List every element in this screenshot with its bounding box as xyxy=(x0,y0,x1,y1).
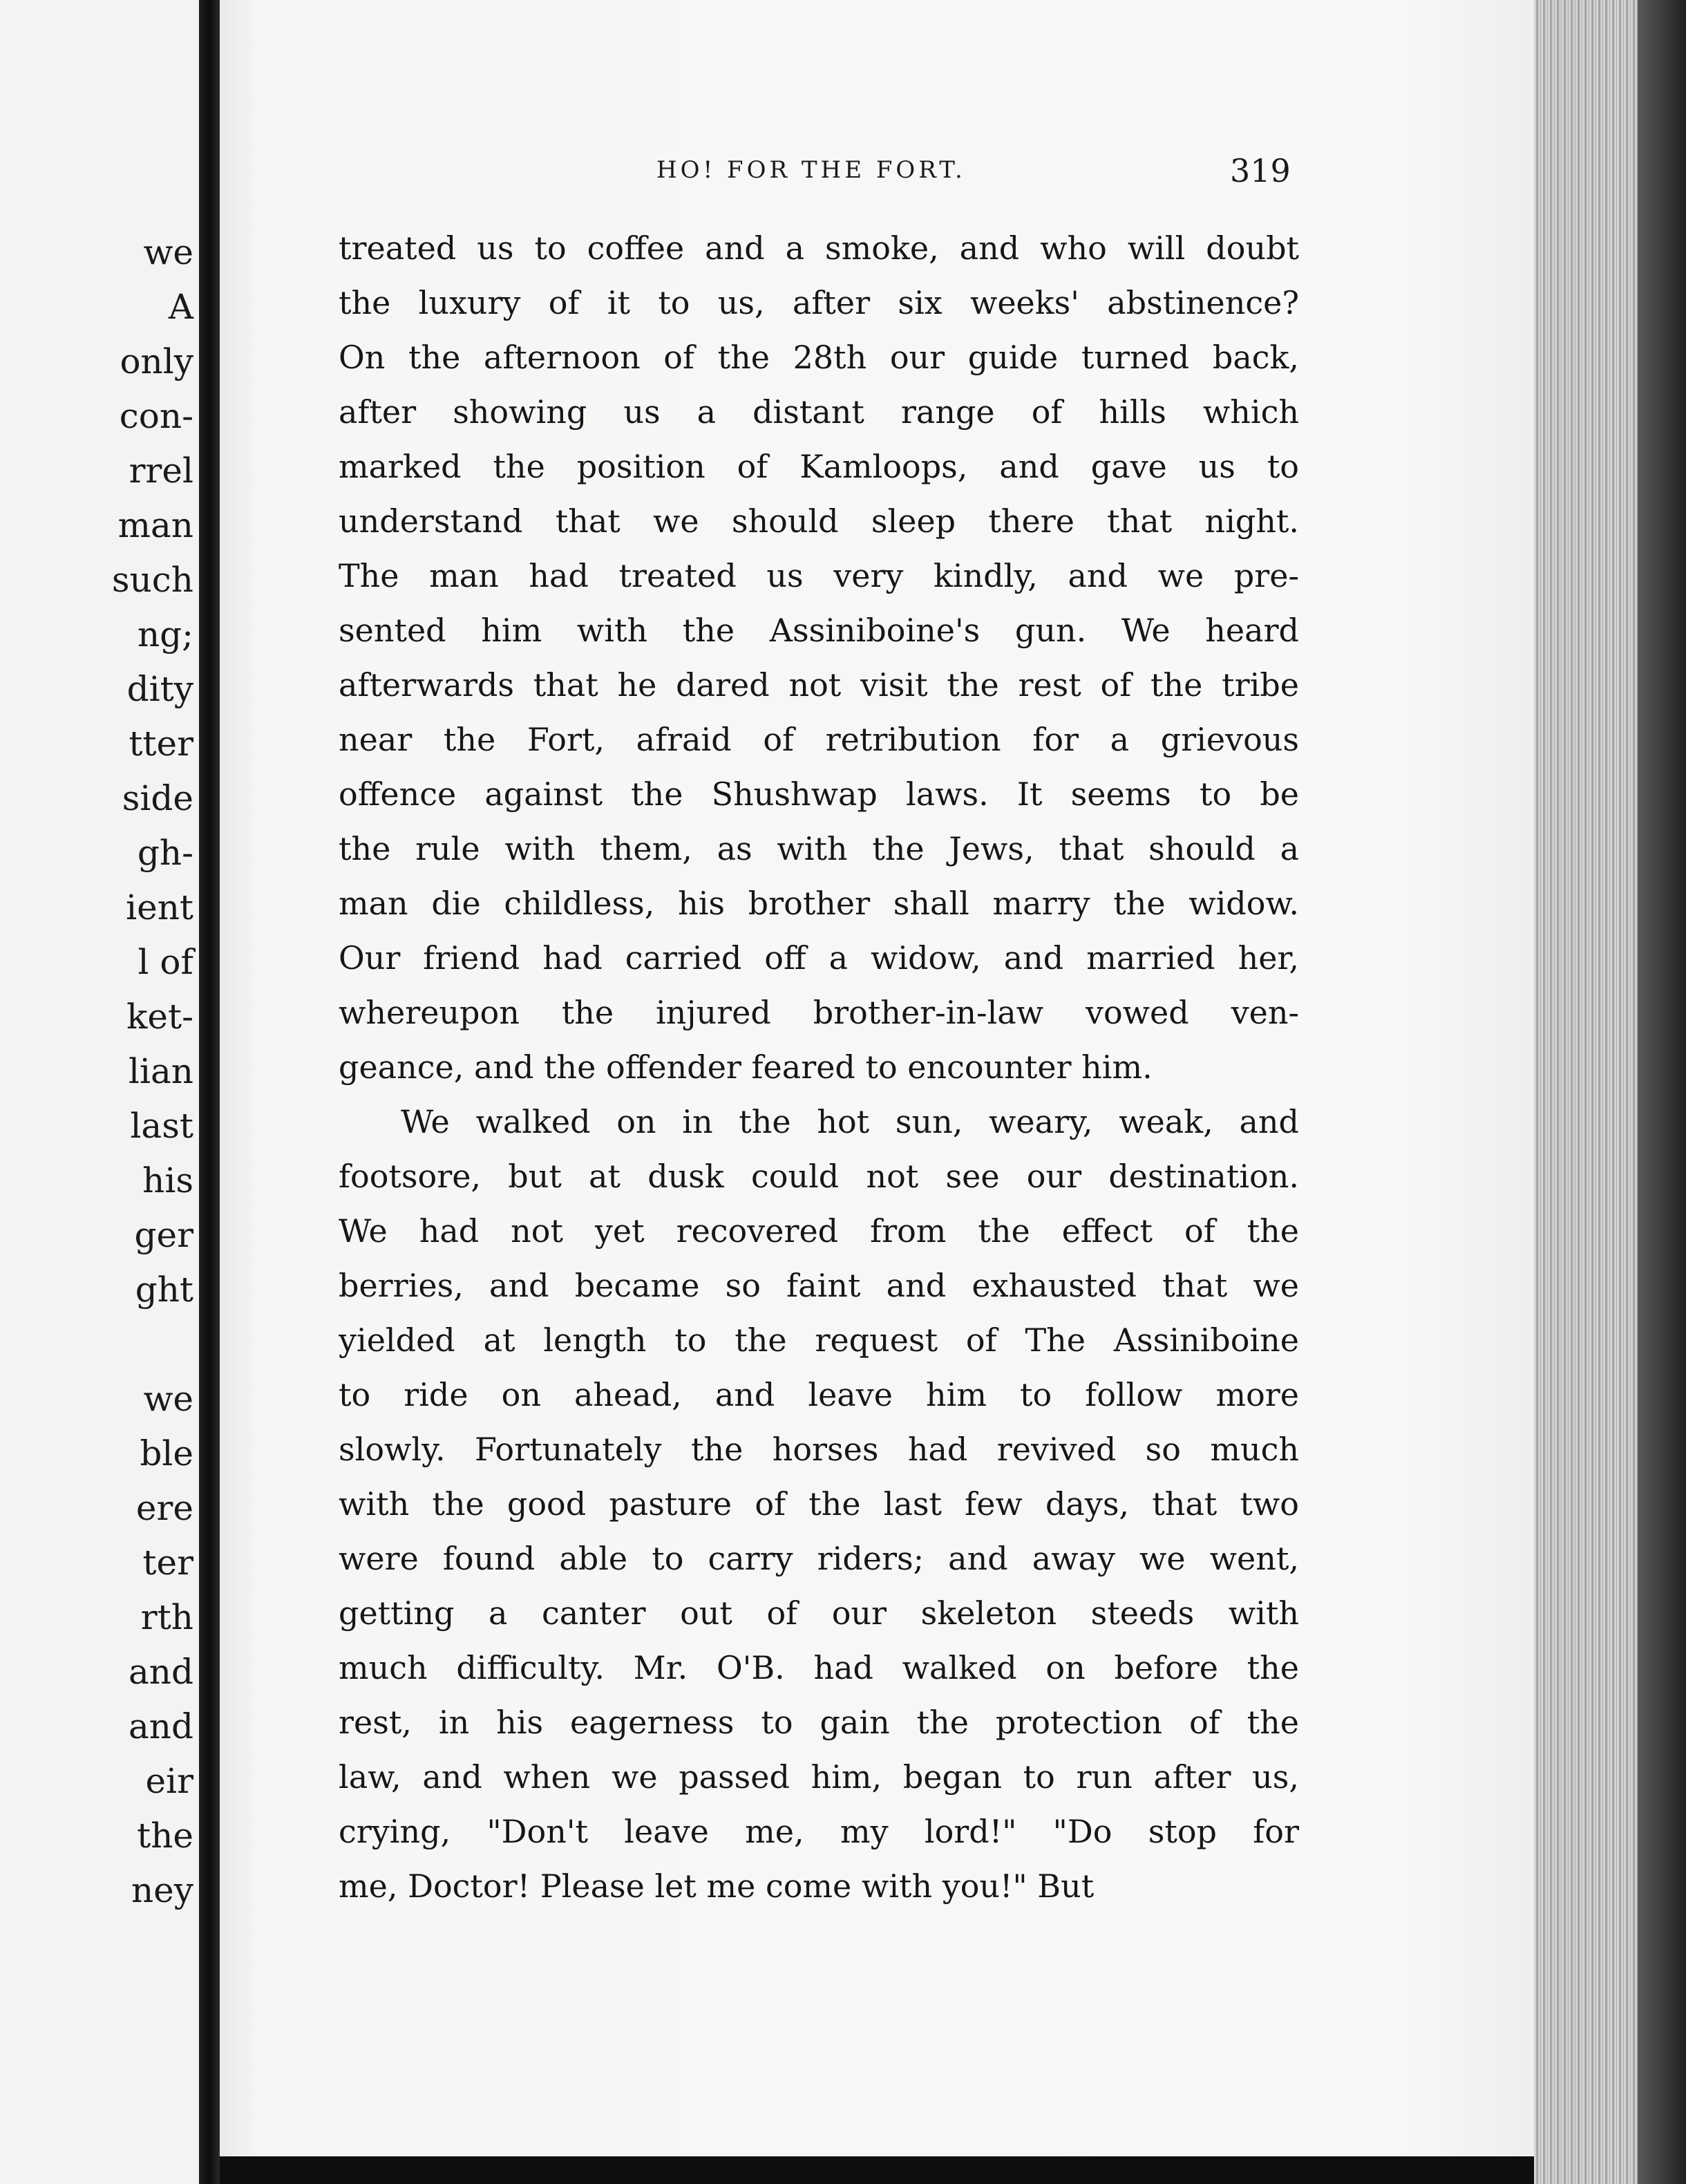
text-line: to ride on ahead, and leave him to follow more xyxy=(339,1376,1299,1413)
left-page-line-fragment: ng; xyxy=(137,614,193,655)
left-page-line-fragment: rrel xyxy=(129,451,193,491)
left-page-line-fragment: eir xyxy=(145,1761,193,1801)
text-line: man die childless, his brother shall marry the widow. xyxy=(339,885,1299,922)
book-cover-edge xyxy=(1638,0,1686,2184)
left-page-line-fragment: ket- xyxy=(126,997,193,1037)
text-line: crying, "Don't leave me, my lord!" "Do stop for xyxy=(339,1813,1299,1850)
text-line: much difficulty. Mr. O'B. had walked on before the xyxy=(339,1649,1299,1686)
text-line: afterwards that he dared not visit the rest of the tribe xyxy=(339,666,1299,704)
left-page-line-fragment: ient xyxy=(126,887,193,928)
left-page-line-fragment: tter xyxy=(129,724,193,764)
left-page-line-fragment: his xyxy=(142,1160,193,1201)
text-line: the luxury of it to us, after six weeks' abstinence? xyxy=(339,284,1299,321)
text-line: with the good pasture of the last few days, that two xyxy=(339,1485,1299,1523)
page-number: 319 xyxy=(1230,152,1291,189)
text-line: Our friend had carried off a widow, and married her, xyxy=(339,939,1299,977)
previous-page-fragment xyxy=(0,0,199,2184)
left-page-line-fragment: con- xyxy=(119,396,193,436)
text-line: sented him with the Assiniboine's gun. We heard xyxy=(339,612,1299,649)
left-page-line-fragment: ter xyxy=(142,1543,193,1583)
text-line: understand that we should sleep there that night. xyxy=(339,502,1299,540)
text-line: rest, in his eagerness to gain the protection of the xyxy=(339,1704,1299,1741)
text-line: slowly. Fortunately the horses had revived so much xyxy=(339,1431,1299,1468)
left-page-line-fragment: we xyxy=(143,232,193,272)
text-line: We walked on in the hot sun, weary, weak, and xyxy=(401,1103,1299,1140)
left-page-line-fragment: ger xyxy=(134,1215,193,1255)
text-line: law, and when we passed him, began to run after us, xyxy=(339,1758,1299,1796)
left-page-line-fragment: the xyxy=(137,1816,193,1856)
text-line: On the afternoon of the 28th our guide turned back, xyxy=(339,339,1299,376)
text-line: after showing us a distant range of hills which xyxy=(339,393,1299,431)
left-page-line-fragment: ght xyxy=(135,1270,193,1310)
scan-bottom-border xyxy=(220,2156,1534,2184)
book-gutter xyxy=(199,0,220,2184)
text-line: footsore, but at dusk could not see our destination. xyxy=(339,1158,1299,1195)
text-line: the rule with them, as with the Jews, that should a xyxy=(339,830,1299,867)
text-line: were found able to carry riders; and away we went, xyxy=(339,1540,1299,1577)
left-page-line-fragment: side xyxy=(122,778,193,818)
left-page-line-fragment: and xyxy=(128,1706,193,1747)
text-line: getting a canter out of our skeleton steeds with xyxy=(339,1594,1299,1632)
left-page-line-fragment: last xyxy=(130,1106,193,1146)
left-page-line-fragment: lian xyxy=(129,1051,193,1091)
left-page-line-fragment: rth xyxy=(140,1597,193,1637)
text-line: offence against the Shushwap laws. It seems to be xyxy=(339,775,1299,813)
text-line: whereupon the injured brother-in-law vowed ven- xyxy=(339,994,1299,1031)
text-line: me, Doctor! Please let me come with you!" But xyxy=(339,1867,1095,1905)
page-edges xyxy=(1534,0,1686,2184)
text-line: geance, and the offender feared to encounter him. xyxy=(339,1048,1153,1086)
text-line: marked the position of Kamloops, and gave us to xyxy=(339,448,1299,485)
text-line: treated us to coffee and a smoke, and who will doubt xyxy=(339,229,1299,267)
left-page-line-fragment: and xyxy=(128,1652,193,1692)
text-line: berries, and became so faint and exhausted that we xyxy=(339,1267,1299,1304)
left-page-line-fragment: we xyxy=(143,1379,193,1419)
left-page-line-fragment: such xyxy=(111,560,193,600)
text-line: yielded at length to the request of The Assiniboine xyxy=(339,1321,1299,1359)
left-page-line-fragment: l of xyxy=(138,942,193,982)
text-line: The man had treated us very kindly, and we pre- xyxy=(339,557,1299,594)
left-page-line-fragment: dity xyxy=(126,669,193,709)
left-page-line-fragment: ble xyxy=(140,1433,193,1474)
left-page-line-fragment: man xyxy=(117,505,193,545)
left-page-line-fragment: ere xyxy=(135,1488,193,1528)
text-line: near the Fort, afraid of retribution for a grievous xyxy=(339,721,1299,758)
left-page-line-fragment: only xyxy=(120,341,193,382)
left-page-line-fragment: gh- xyxy=(137,833,193,873)
running-head: HO! FOR THE FORT. xyxy=(656,156,966,184)
page-body-text xyxy=(339,221,1299,1914)
left-page-line-fragment: ney xyxy=(131,1870,193,1910)
left-page-line-fragment: A xyxy=(168,287,193,327)
text-line: We had not yet recovered from the effect of the xyxy=(339,1212,1299,1250)
